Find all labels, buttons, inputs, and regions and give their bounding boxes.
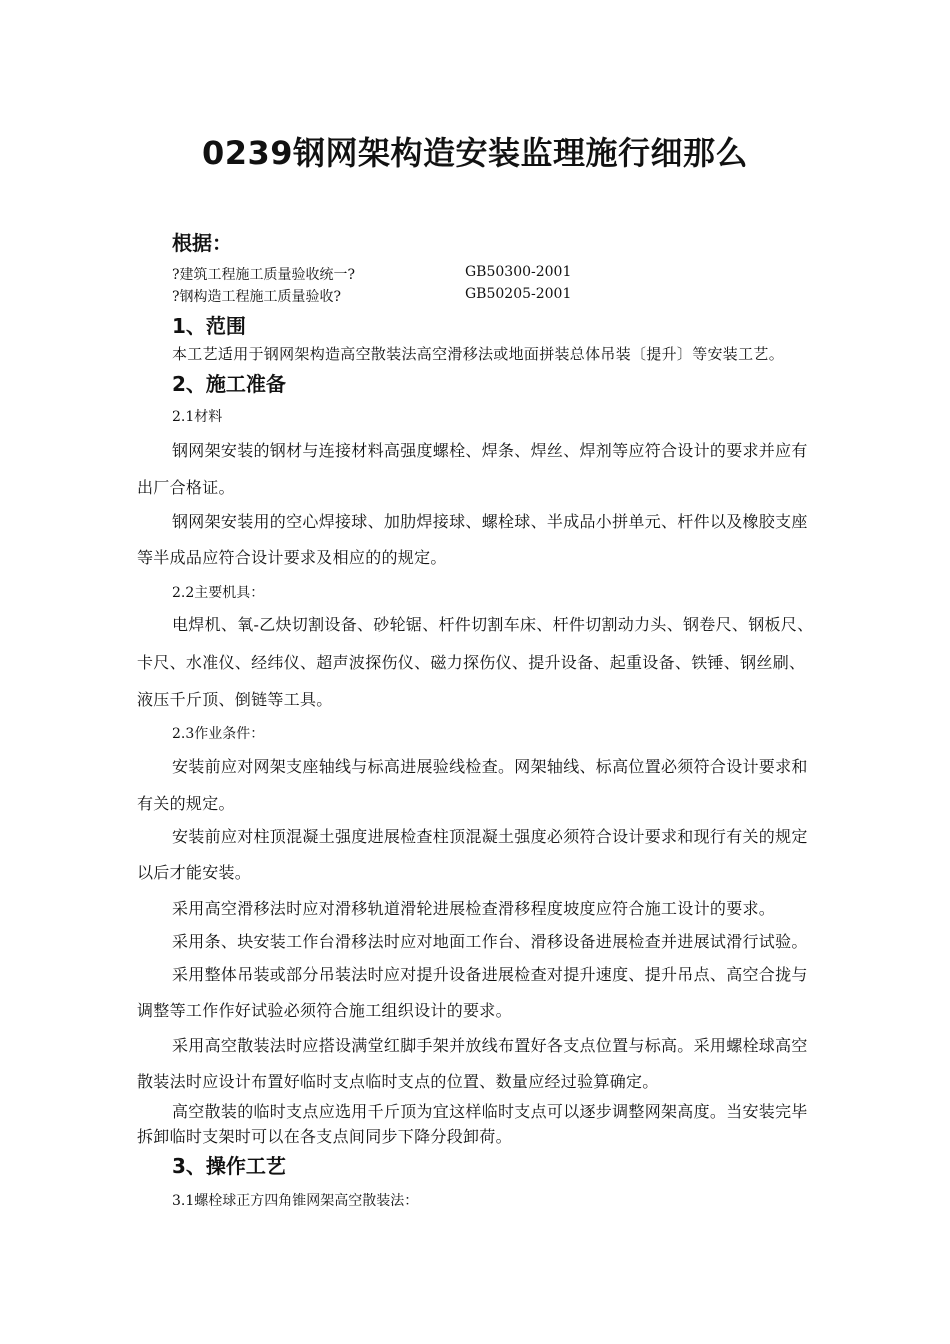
- paragraph-line: 散装法时应设计布置好临时支点临时支点的位置、数量应经过验算确定。: [137, 1072, 659, 1091]
- paragraph-line: 本工艺适用于钢网架构造高空散装法高空滑移法或地面拼装总体吊装〔提升〕等安装工艺。: [172, 345, 785, 363]
- reference-item: [172, 286, 572, 306]
- section-heading: 2、施工准备: [172, 372, 286, 396]
- paragraph-line: 高空散装的临时支点应选用千斤顶为宜这样临时支点可以逐步调整网架高度。当安装完毕: [172, 1102, 808, 1121]
- subsection-heading: 2.1材料: [172, 409, 223, 425]
- paragraph-line: 电焊机、氧-乙炔切割设备、砂轮锯、杆件切割车床、杆件切割动力头、钢卷尺、钢板尺、: [172, 615, 814, 634]
- paragraph-line: 等半成品应符合设计要求及相应的的规定。: [137, 548, 447, 567]
- page-title: 0239钢网架构造安装监理施行细那么: [201, 134, 749, 172]
- paragraph-line: 安装前应对网架支座轴线与标高进展验线检查。网架轴线、标高位置必须符合设计要求和: [172, 757, 808, 776]
- paragraph-line: 卡尺、水准仪、经纬仪、超声波探伤仪、磁力探伤仪、提升设备、起重设备、铁锤、钢丝刷、: [137, 653, 806, 672]
- paragraph-line: 钢网架安装用的空心焊接球、加肋焊接球、螺栓球、半成品小拼单元、杆件以及橡胶支座: [172, 512, 808, 531]
- reference-item: [172, 264, 572, 284]
- paragraph-line: 采用高空散装法时应搭设满堂红脚手架并放线布置好各支点位置与标高。采用螺栓球高空: [172, 1036, 808, 1055]
- paragraph-line: 拆卸临时支架时可以在各支点间同步下降分段卸荷。: [137, 1127, 512, 1146]
- section-heading: 3、操作工艺: [172, 1154, 286, 1178]
- section-heading: 1、范围: [172, 314, 246, 338]
- paragraph-line: 出厂合格证。: [137, 478, 235, 497]
- reference-name: ?钢构造工程施工质量验收?: [172, 289, 342, 305]
- paragraph-line: 调整等工作作好试验必须符合施工组织设计的要求。: [137, 1001, 512, 1020]
- paragraph-line: 有关的规定。: [137, 794, 235, 813]
- reference-name: ?建筑工程施工质量验收统一?: [172, 267, 356, 283]
- reference-code: GB50205-2001: [465, 286, 572, 302]
- paragraph-line: 钢网架安装的钢材与连接材料高强度螺栓、焊条、焊丝、焊剂等应符合设计的要求并应有: [172, 441, 808, 460]
- paragraph-line: 以后才能安装。: [137, 863, 252, 882]
- paragraph-line: 液压千斤顶、倒链等工具。: [137, 690, 333, 709]
- subsection-heading: 2.3作业条件：: [172, 726, 265, 742]
- paragraph-line: 采用整体吊装或部分吊装法时应对提升设备进展检查对提升速度、提升吊点、高空合拢与: [172, 965, 808, 984]
- subsection-heading: 3.1螺栓球正方四角锥网架高空散装法：: [172, 1193, 419, 1209]
- paragraph-line: 采用条、块安装工作台滑移法时应对地面工作台、滑移设备进展检查并进展试滑行试验。: [172, 932, 808, 951]
- reference-code: GB50300-2001: [465, 264, 572, 280]
- basis-heading: 根据：: [172, 231, 232, 255]
- paragraph-line: 安装前应对柱顶混凝土强度进展检查柱顶混凝土强度必须符合设计要求和现行有关的规定: [172, 827, 808, 846]
- subsection-heading: 2.2主要机具：: [172, 585, 265, 601]
- paragraph-line: 采用高空滑移法时应对滑移轨道滑轮进展检查滑移程度坡度应符合施工设计的要求。: [172, 899, 776, 918]
